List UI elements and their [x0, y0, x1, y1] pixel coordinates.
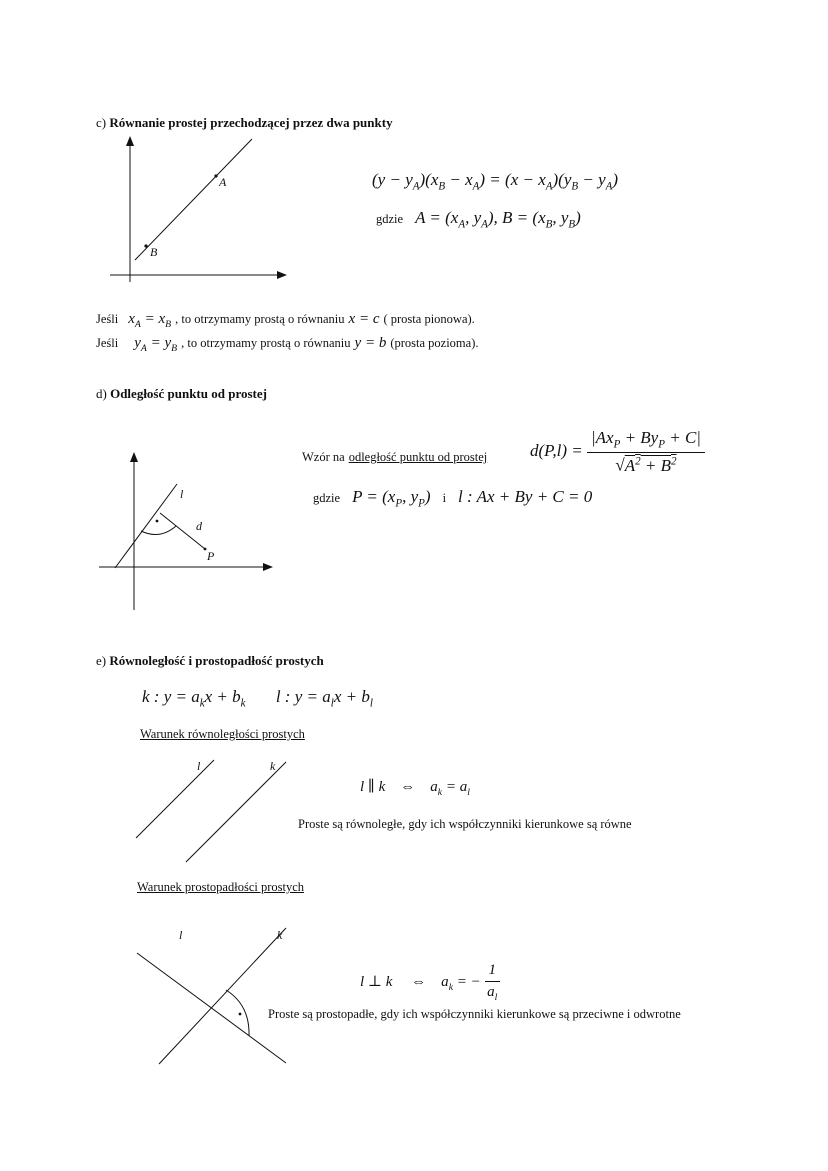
- jesli-math-1: $x_A = x_B$: [128, 311, 172, 330]
- section-d-prefix: d): [96, 386, 107, 401]
- jesli-math-2: $y_A = y_B$: [134, 335, 178, 354]
- label-p: P: [207, 549, 215, 563]
- label-a: A: [219, 175, 227, 189]
- perp-label-l: l: [179, 928, 183, 942]
- perp-denominator: $a_l$: [487, 984, 498, 1003]
- perpendicular-heading[interactable]: Warunek prostopadłości prostych: [137, 880, 305, 894]
- section-c-title: Równanie prostej przechodzącej przez dwa punkty: [109, 115, 393, 130]
- parallel-heading[interactable]: Warunek równoległości prostych: [140, 727, 305, 741]
- perpendicular-text: Proste są prostopadłe, gdy ich współczynniki kierunkowe są przeciwne i odwrotne: [268, 1007, 681, 1021]
- conj-i: i: [442, 491, 447, 505]
- perp-numerator: 1: [485, 962, 501, 982]
- two-point-formula: $(y - y_A)(x_B - x_A) = (x - x_A)(y_B - y_A)$: [372, 170, 619, 193]
- distance-lhs: d(P,l) =: [530, 440, 583, 460]
- distance-numerator: $|Ax_P + By_P + C|$: [587, 428, 705, 453]
- gdzie-c: gdzie: [376, 212, 404, 226]
- wzor-link[interactable]: odległość punktu od prostej: [348, 450, 488, 464]
- equation-l: l : $y = a_lx + b_l$: [275, 687, 373, 710]
- jesli-tail-1: ( prosta pionowa).: [383, 312, 475, 326]
- parallel-label-k: k: [270, 759, 276, 773]
- line-def: l : Ax + By + C = 0: [458, 487, 593, 506]
- parallel-label-l: l: [197, 759, 201, 773]
- right-angle-arc-e: [226, 990, 249, 1036]
- section-e-prefix: e): [96, 653, 107, 668]
- section-d-title: Odległość punktu od prostej: [110, 386, 267, 401]
- perp-fraction: [485, 962, 501, 1003]
- parallel-text: Proste są równoległe, gdy ich współczynniki kierunkowe są równe: [298, 817, 632, 831]
- equation-k: k : $y = a_kx + b_k$: [142, 687, 246, 710]
- jesli-eq-1: x = c: [348, 311, 380, 327]
- jesli-eq-2: y = b: [354, 335, 387, 351]
- wzor-prefix: Wzór na: [302, 450, 345, 464]
- jesli-text-2: , to otrzymamy prostą o równaniu: [181, 336, 351, 350]
- parallel-condition: l ∥ k ⇔ $a_k = a_l$: [360, 779, 470, 798]
- perp-line-k: [159, 928, 286, 1064]
- jesli-word-2: Jeśli: [96, 336, 119, 350]
- where-formula-c: $A = (x_A$, $y_A$), $B = (x_B$, $y_B$): [415, 208, 581, 231]
- perpendicular-condition: l ⊥ k ⇔ $a_k$ = − $\frac{1}{a_l}$: [360, 962, 500, 1003]
- point-def: $P = (x_P$, $y_P$): [352, 487, 431, 510]
- jesli-text-1: , to otrzymamy prostą o równaniu: [175, 312, 345, 326]
- distance-denominator: $√A^2 + B^2$: [615, 455, 677, 476]
- label-l-d: l: [180, 487, 184, 501]
- label-b: B: [150, 245, 158, 259]
- section-e-title: Równoległość i prostopadłość prostych: [109, 653, 324, 668]
- section-c-prefix: c): [96, 115, 107, 130]
- right-angle-dot-e: [239, 1013, 242, 1016]
- gdzie-d: gdzie: [313, 491, 341, 505]
- jesli-tail-2: (prosta pozioma).: [390, 336, 479, 350]
- perp-label-k: k: [277, 928, 283, 942]
- label-d: d: [196, 519, 202, 533]
- jesli-word-1: Jeśli: [96, 312, 119, 326]
